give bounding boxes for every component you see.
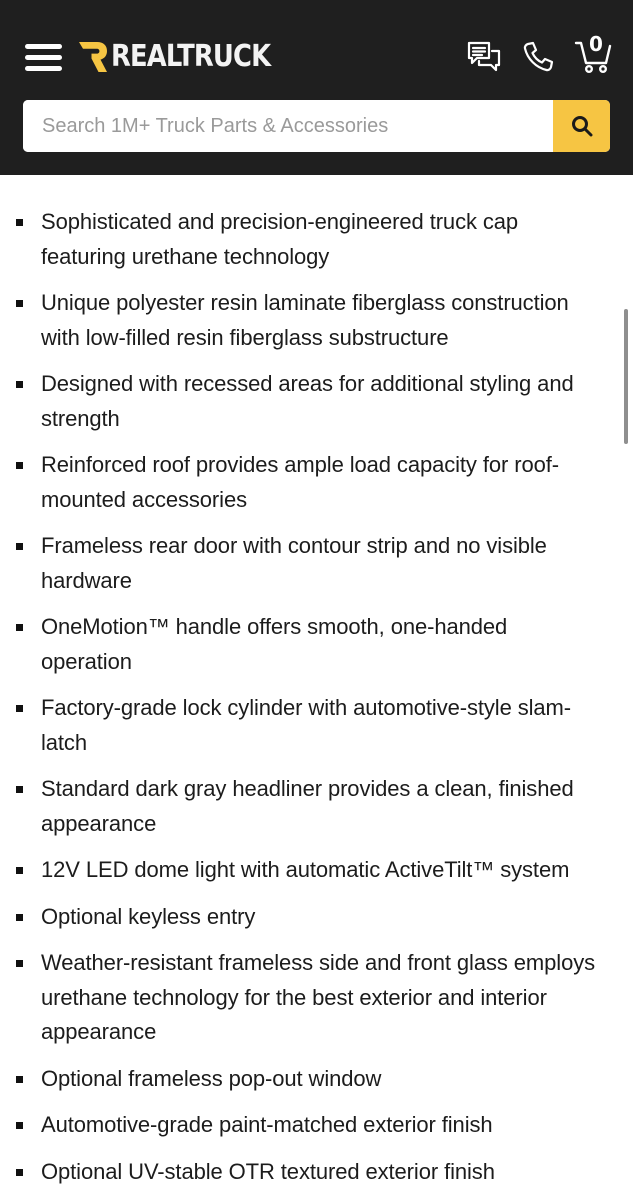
list-item <box>0 610 620 679</box>
feature-text: Unique polyester resin laminate fiberglass construction with low-filled resin fiberglass substructure <box>41 290 569 350</box>
brand-name: REALTRUCK <box>111 39 271 74</box>
chat-bubbles-icon[interactable] <box>465 38 503 76</box>
feature-text: Reinforced roof provides ample load capacity for roof-mounted accessories <box>41 452 559 512</box>
bullet-square-icon <box>16 1076 23 1083</box>
list-item <box>0 691 620 760</box>
list-item <box>0 853 620 888</box>
menu-line <box>25 66 62 71</box>
feature-text: Weather-resistant frameless side and front glass employs urethane technology for the best exterior and interior appearance <box>41 950 596 1044</box>
search-input[interactable] <box>23 100 553 152</box>
feature-text: Standard dark gray headliner provides a clean, finished appearance <box>41 776 574 836</box>
bullet-square-icon <box>16 705 23 712</box>
feature-text: 12V LED dome light with automatic ActiveTilt™ system <box>41 857 570 882</box>
bullet-square-icon <box>16 300 23 307</box>
search-bar <box>23 100 610 152</box>
realtruck-logo[interactable] <box>78 40 296 74</box>
site-header <box>0 0 633 175</box>
bullet-square-icon <box>16 624 23 631</box>
list-item <box>0 900 620 935</box>
bullet-square-icon <box>16 914 23 921</box>
list-item <box>0 286 620 355</box>
list-item <box>0 772 620 841</box>
logo-r-mark-icon <box>78 41 108 73</box>
feature-text: Optional UV-stable OTR textured exterior finish <box>41 1158 495 1184</box>
feature-text: Optional keyless entry <box>41 903 256 929</box>
menu-line <box>25 44 62 49</box>
bullet-square-icon <box>16 381 23 388</box>
phone-icon[interactable] <box>519 38 557 76</box>
feature-text: Designed with recessed areas for additional styling and strength <box>41 371 574 431</box>
feature-text: Frameless rear door with contour strip and no visible hardware <box>41 533 547 593</box>
bullet-square-icon <box>16 219 23 226</box>
list-item <box>0 946 620 1050</box>
bullet-square-icon <box>16 1169 23 1176</box>
list-item <box>0 205 620 274</box>
hamburger-menu-icon[interactable] <box>25 42 62 72</box>
feature-text: OneMotion™ handle offers smooth, one-handed operation <box>41 614 508 674</box>
list-item <box>0 1108 620 1143</box>
product-features-list <box>0 205 620 1201</box>
cart-count-badge: 0 <box>589 32 603 56</box>
page-scrollbar[interactable] <box>624 309 628 444</box>
feature-text: Sophisticated and precision-engineered truck cap featuring urethane technology <box>41 209 519 269</box>
menu-line <box>25 55 62 60</box>
list-item <box>0 529 620 598</box>
magnifier-icon <box>570 114 594 138</box>
list-item <box>0 367 620 436</box>
feature-text: Automotive-grade paint-matched exterior finish <box>41 1112 493 1137</box>
bullet-square-icon <box>16 543 23 550</box>
list-item <box>0 1155 620 1190</box>
bullet-square-icon <box>16 786 23 793</box>
search-button[interactable] <box>553 100 610 152</box>
feature-text: Optional frameless pop-out window <box>41 1065 382 1091</box>
feature-text: Factory-grade lock cylinder with automotive-style slam-latch <box>41 695 572 755</box>
bullet-square-icon <box>16 960 23 967</box>
bullet-square-icon <box>16 867 23 874</box>
bullet-square-icon <box>16 1122 23 1129</box>
list-item <box>0 448 620 517</box>
bullet-square-icon <box>16 462 23 469</box>
list-item <box>0 1062 620 1097</box>
